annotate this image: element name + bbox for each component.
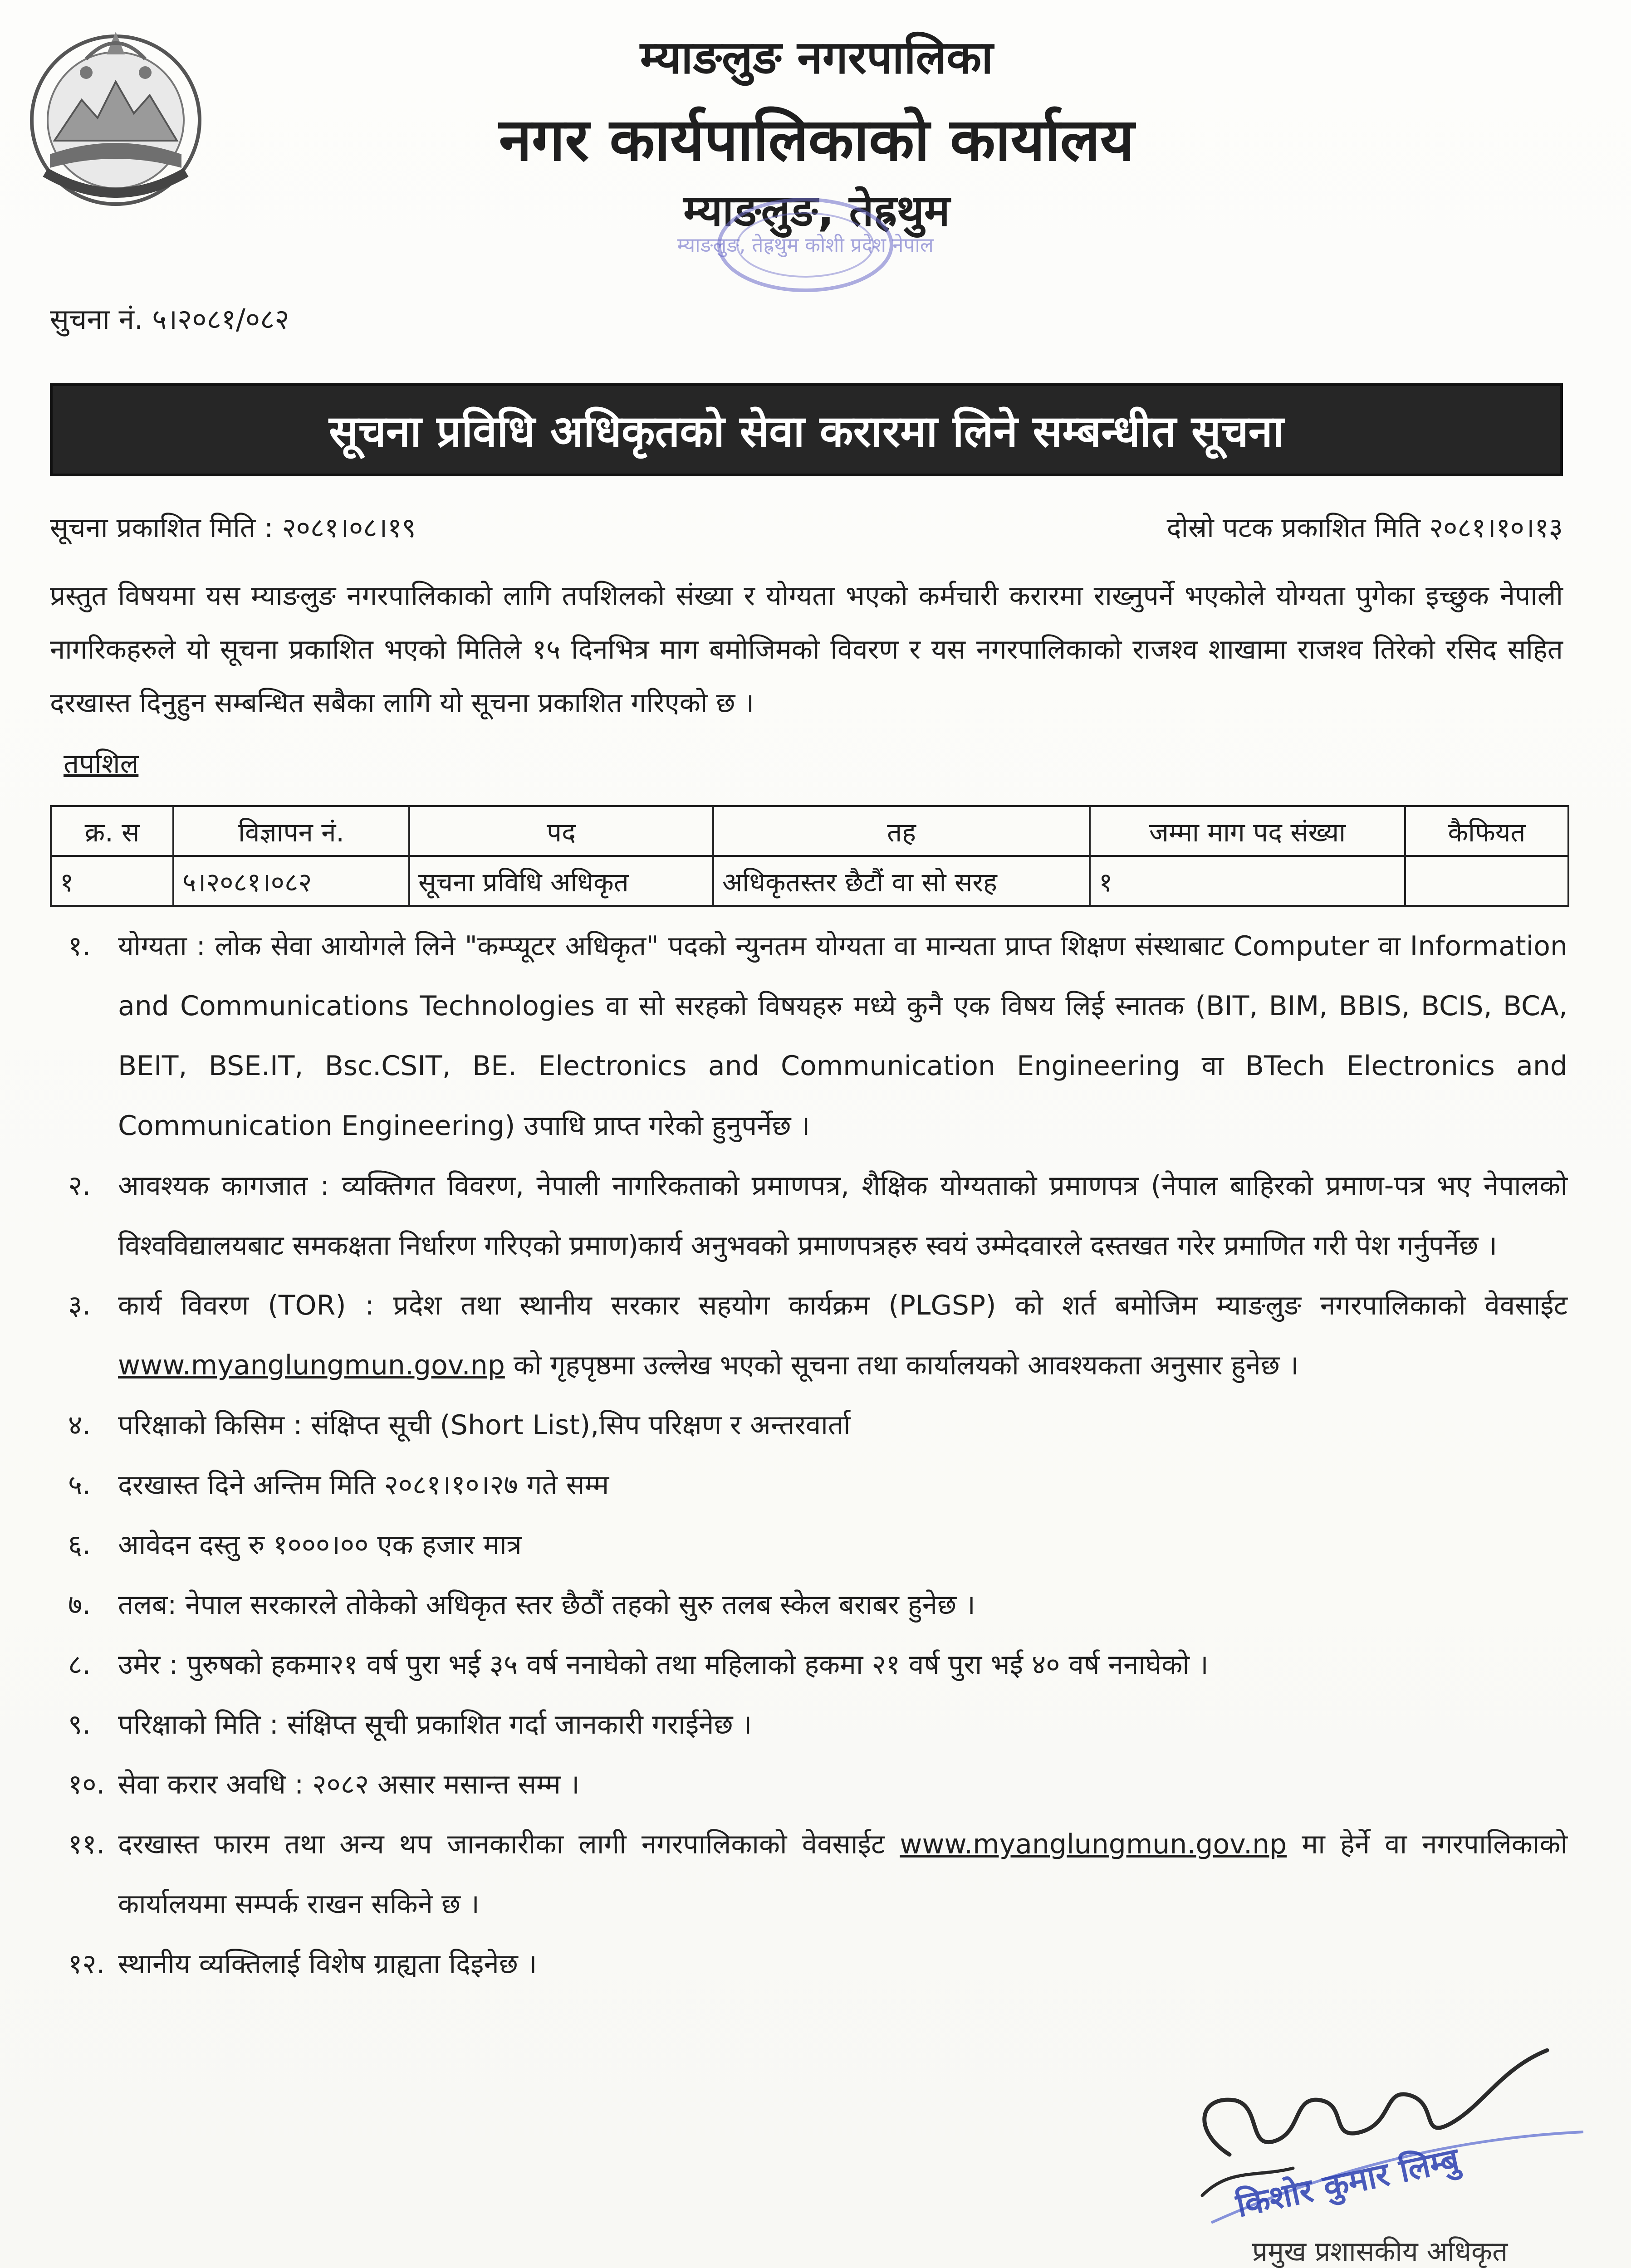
item-text-after: को गृहपृष्ठमा उल्लेख भएको सूचना तथा कार्यालयको आवश्यकता अनुसार हुनेछ । xyxy=(504,1349,1299,1381)
list-item xyxy=(50,1814,1567,1934)
col-header-level: तह xyxy=(713,806,1090,856)
col-header-remarks: कैफियत xyxy=(1405,806,1568,856)
item-text: उमेर : पुरुषको हकमा२१ वर्ष पुरा भई ३५ वर्ष ननाघेको तथा महिलाको हकमा २१ वर्ष पुरा भई ४० वर्ष ननाघेको । xyxy=(118,1649,1209,1681)
item-number: ३. xyxy=(68,1290,91,1321)
notice-number: सुचना नं. ५।२०८१/०८२ xyxy=(50,303,289,336)
list-item xyxy=(50,1156,1567,1276)
item-number: ९. xyxy=(68,1709,91,1740)
col-header-sn: क्र. स xyxy=(51,806,173,856)
cell-sn: १ xyxy=(51,856,173,906)
intro-paragraph: प्रस्तुत विषयमा यस म्याङलुङ नगरपालिकाको लागि तपशिलको संख्या र योग्यता भएको कर्मचारी करारमा राख्नुपर्ने भएकोले योग्यता पुगेका इच्छुक नेपाली नागरिकहरुले यो सूचना प्रकाशित भएको मितिले १५ दिनभित्र माग बमोजिमको विवरण र यस नगरपालिकाको राजश्व शाखामा राजश्व तिरेको रसिद सहित दरखास्त दिनुहुन सम्बन्धित सबैका लागि यो सूचना प्रकाशित गरिएको छ । xyxy=(50,580,1563,719)
notice-title-banner xyxy=(50,383,1563,476)
vacancy-table xyxy=(50,805,1569,907)
list-item xyxy=(50,1755,1567,1814)
col-header-ad-no: विज्ञापन नं. xyxy=(173,806,409,856)
list-item xyxy=(50,1695,1567,1755)
item-text: आवश्यक कागजात : व्यक्तिगत विवरण, नेपाली नागरिकताको प्रमाणपत्र, शैक्षिक योग्यताको प्रमाणपत्र (नेपाल बाहिरको प्रमाण-पत्र भए नेपालको विश्वविद्यालयबाट समकक्षता निर्धारण गरिएको प्रमाण)कार्य अनुभवको प्रमाणपत्रहरु स्वयं उम्मेदवारले दस्तखत गरेर प्रमाणित गरी पेश गर्नुपर्नेछ । xyxy=(118,1170,1567,1261)
item-text xyxy=(118,1814,1567,1934)
office-stamp-icon xyxy=(677,191,934,299)
municipality-name: म्याङलुङ नगरपालिका xyxy=(640,31,994,84)
list-item xyxy=(50,1455,1567,1515)
table-row xyxy=(51,856,1568,906)
cell-post: सूचना प्रविधि अधिकृत xyxy=(409,856,713,906)
website-link[interactable]: www.myanglungmun.gov.np xyxy=(900,1828,1287,1860)
cell-remarks xyxy=(1405,856,1568,906)
list-item xyxy=(50,1515,1567,1575)
table-header-row xyxy=(51,806,1568,856)
item-text: आवेदन दस्तु रु १०००।०० एक हजार मात्र xyxy=(118,1529,522,1561)
republished-date: दोस्रो पटक प्रकाशित मिति २०८१।१०।१३ xyxy=(1166,512,1563,544)
item-text-before: दरखास्त फारम तथा अन्य थप जानकारीका लागी नगरपालिकाको वेवसाईट xyxy=(118,1828,900,1860)
published-date: सूचना प्रकाशित मिति : २०८१।०८।१९ xyxy=(50,512,416,544)
item-text: दरखास्त दिने अन्तिम मिति २०८१।१०।२७ गते सम्म xyxy=(118,1469,609,1501)
conditions-list xyxy=(50,916,1567,1994)
office-name: नगर कार्यपालिकाको कार्यालय xyxy=(499,105,1135,174)
list-item xyxy=(50,1276,1567,1395)
item-number: २. xyxy=(68,1170,91,1202)
col-header-post: पद xyxy=(409,806,713,856)
signature-icon xyxy=(1157,2005,1611,2268)
list-item xyxy=(50,1395,1567,1455)
item-text: सेवा करार अवधि : २०८२ असार मसान्त सम्म । xyxy=(118,1769,580,1800)
svg-text:म्याङलुङ, तेह्रथुम कोशी प्रदेश: म्याङलुङ, तेह्रथुम कोशी प्रदेश नेपाल xyxy=(677,234,934,257)
item-number: १०. xyxy=(68,1769,105,1800)
item-text: परिक्षाको किसिम : संक्षिप्त सूची (Short List),सिप परिक्षण र अन्तरवार्ता xyxy=(118,1409,851,1441)
list-item xyxy=(50,1635,1567,1695)
details-label: तपशिल xyxy=(64,748,139,780)
item-text: योग्यता : लोक सेवा आयोगले लिने "कम्प्यूटर अधिकृत" पदको न्युनतम योग्यता वा मान्यता प्राप्त शिक्षण संस्थाबाट Computer वा Information and Communications Technologies वा सो सरहको विषयहरु मध्ये कुनै एक विषय लिई स्नातक (BIT, BIM, BBIS, BCIS, BCA, BEIT, BSE.IT, Bsc.CSIT, BE. Electronics and Communication Engineering वा BTech Electronics and Communication Engineering) उपाधि प्राप्त गरेको हुनुपर्नेछ । xyxy=(118,930,1567,1142)
office-location: म्याङलुङ, तेह्रथुम xyxy=(683,186,950,236)
item-text: तलब: नेपाल सरकारले तोकेको अधिकृत स्तर छैठौं तहको सुरु तलब स्केल बराबर हुनेछ । xyxy=(118,1589,975,1621)
signatory-title: प्रमुख प्रशासकीय अधिकृत xyxy=(1252,2236,1508,2268)
list-item xyxy=(50,1575,1567,1635)
item-text: स्थानीय व्यक्तिलाई विशेष ग्राह्यता दिइनेछ । xyxy=(118,1948,537,1980)
cell-ad-no: ५।२०८१।०८२ xyxy=(173,856,409,906)
col-header-total: जम्मा माग पद संख्या xyxy=(1090,806,1405,856)
item-number: ६. xyxy=(68,1529,91,1561)
cell-total: १ xyxy=(1090,856,1405,906)
website-link[interactable]: www.myanglungmun.gov.np xyxy=(118,1349,505,1381)
notice-title: सूचना प्रविधि अधिकृतको सेवा करारमा लिने सम्बन्धीत सूचना xyxy=(329,406,1284,457)
item-number: १२. xyxy=(68,1948,105,1980)
nepal-emblem-icon xyxy=(18,18,213,213)
item-number: १. xyxy=(68,930,91,962)
item-text: परिक्षाको मिति : संक्षिप्त सूची प्रकाशित गर्दा जानकारी गराईनेछ । xyxy=(118,1709,752,1740)
item-number: ८. xyxy=(68,1649,91,1681)
item-text xyxy=(118,1276,1567,1395)
item-text-before: कार्य विवरण (TOR) : प्रदेश तथा स्थानीय सरकार सहयोग कार्यक्रम (PLGSP) को शर्त बमोजिम म्याङलुङ नगरपालिकाको वेवसाईट xyxy=(118,1290,1567,1321)
signatory-name-stamp: किशोर कुमार लिम्बु xyxy=(1233,2140,1463,2224)
list-item xyxy=(50,916,1567,1156)
list-item xyxy=(50,1934,1567,1994)
item-number: ४. xyxy=(68,1409,91,1441)
item-text-after: मा हेर्ने वा नगरपालिकाको कार्यालयमा सम्पर्क राखन सकिने छ । xyxy=(118,1828,1568,1920)
cell-level: अधिकृतस्तर छैटौं वा सो सरह xyxy=(713,856,1090,906)
item-number: ११. xyxy=(68,1828,105,1860)
item-number: ७. xyxy=(68,1589,91,1621)
item-number: ५. xyxy=(68,1469,91,1501)
